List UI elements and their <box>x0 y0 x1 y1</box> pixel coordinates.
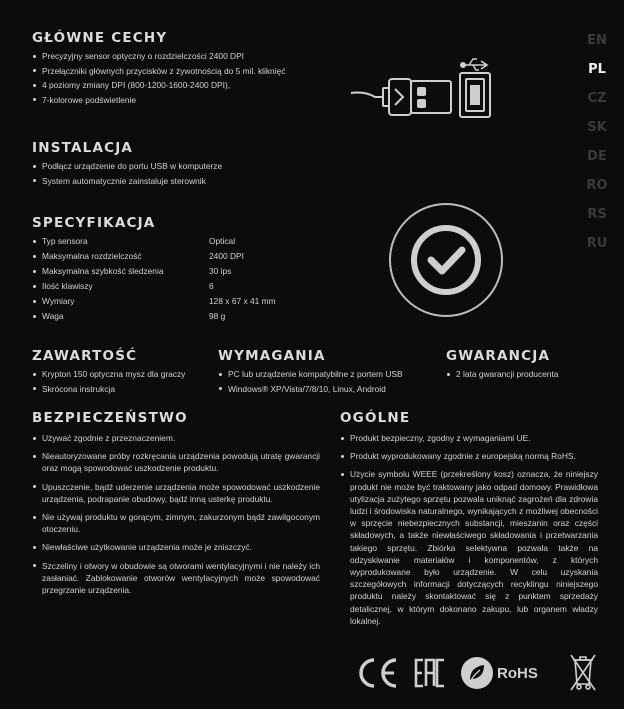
ce-mark-icon <box>356 657 400 689</box>
spec-value: 128 x 67 x 41 mm <box>209 296 276 306</box>
usb-connector-illustration <box>345 55 505 140</box>
contents-title: ZAWARTOŚĆ <box>32 348 138 364</box>
list-item: Upuszczenie, bądź uderzenie urządzenia może spowodować uszkodzenie urządzenia, podrapanie obudowy, bądź inną usterkę produktu. <box>32 481 320 505</box>
features-list <box>32 50 352 106</box>
list-item: Windows® XP/Vista/7/8/10, Linux, Android <box>218 383 438 395</box>
requirements-title: WYMAGANIA <box>218 348 326 364</box>
spec-value: 6 <box>209 281 214 291</box>
installation-list <box>32 160 352 187</box>
language-en[interactable]: EN <box>587 33 607 48</box>
spec-row <box>32 280 352 292</box>
rohs-badge <box>460 656 538 690</box>
spec-label: Waga <box>42 311 64 321</box>
list-item: Skrócona instrukcja <box>32 383 222 395</box>
spec-row <box>32 265 352 277</box>
list-item: Użycie symbolu WEEE (przekreślony kosz) oznacza, że niniejszy produkt nie może być traktowany jako odpad domowy. Prawidłowa utylizacja zużytego sprzętu pozwala uniknąć zagrożeń dla zdrowia ludzi i środowiska naturalnego, wynikających z możliwej obecności w sprzęcie niebezpiecznych substancji, mieszanin oraz części składowych, a także niewłaściwego składowania i przetwarzania takiego sprzętu. Zbiórka selektywna pozwala także na odzyskiwanie materiałów i komponentów, z których wyprodukowane było urządzenie. W celu uzyskania szczegółowych informacji dotyczących recyklingu niniejszego produktu należy skontaktować się z punktem sprzedaży detalicznej, w którym dokonano zakupu, lub organem władzy lokalnej. <box>340 468 598 627</box>
warranty-title: GWARANCJA <box>446 348 551 364</box>
requirements-section <box>218 348 438 397</box>
language-ru[interactable]: RU <box>586 236 608 251</box>
requirements-list <box>218 368 438 395</box>
certification-marks <box>356 652 606 694</box>
list-item: Używać zgodnie z przeznaczeniem. <box>32 432 320 444</box>
specification-table <box>32 235 352 322</box>
spec-row <box>32 310 352 322</box>
spec-value: 2400 DPI <box>209 251 244 261</box>
list-item: Nie używaj produktu w gorącym, zimnym, zakurzonym bądź zawilgoconym otoczeniu. <box>32 511 320 535</box>
list-item: Produkt wyprodukowany zgodnie z europejską normą RoHS. <box>340 450 598 462</box>
contents-section <box>32 348 222 397</box>
language-pl[interactable]: PL <box>588 62 606 77</box>
leaf-icon <box>460 656 494 690</box>
list-item: Nieautoryzowane próby rozkręcania urządzenia powodują utratę gwarancji oraz mogą spowodować uszkodzenie produktu. <box>32 450 320 474</box>
contents-list <box>32 368 222 395</box>
language-cz[interactable]: CZ <box>587 91 607 106</box>
spec-value: Optical <box>209 236 236 246</box>
language-rs[interactable]: RS <box>587 207 607 222</box>
warranty-list <box>446 368 606 380</box>
list-item: 2 lata gwarancji producenta <box>446 368 606 380</box>
list-item: Podłącz urządzenie do portu USB w komputerze <box>32 160 352 172</box>
installation-section <box>32 140 352 189</box>
list-item: Szczeliny i otwory w obudowie są otworami wentylacyjnymi i nie należy ich zasłaniać. Zablokowanie otworów wentylacyjnych może spowodować przegrzanie urządzenia. <box>32 560 320 597</box>
spec-row <box>32 235 352 247</box>
language-sk[interactable]: SK <box>587 120 607 135</box>
spec-value: 98 g <box>209 311 226 321</box>
list-item: Produkt bezpieczny, zgodny z wymaganiami UE. <box>340 432 598 444</box>
general-title: OGÓLNE <box>340 410 411 426</box>
list-item: Precyzyjny sensor optyczny o rozdzielczości 2400 DPI <box>32 50 352 62</box>
warranty-section <box>446 348 606 383</box>
list-item: 7-kolorowe podświetlenie <box>32 94 352 106</box>
list-item: Krypton 150 optyczna mysz dla graczy <box>32 368 222 380</box>
spec-value: 30 ips <box>209 266 232 276</box>
safety-title: BEZPIECZEŃSTWO <box>32 410 188 426</box>
list-item: 4 poziomy zmiany DPI (800-1200-1600-2400 DPI), <box>32 79 352 91</box>
specification-section <box>32 215 352 325</box>
usb-plug-icon <box>345 55 505 135</box>
specification-title: SPECYFIKACJA <box>32 215 156 231</box>
general-section <box>340 410 598 633</box>
spec-label: Maksymalna rozdzielczość <box>42 251 142 261</box>
safety-list <box>32 432 320 596</box>
rohs-label: RoHS <box>497 664 538 682</box>
weee-bin-icon <box>568 652 598 692</box>
spec-label: Wymiary <box>42 296 75 306</box>
spec-label: Typ sensora <box>42 236 88 246</box>
general-list <box>340 432 598 627</box>
spec-row <box>32 250 352 262</box>
list-item: System automatycznie zainstaluje sterownik <box>32 175 352 187</box>
language-de[interactable]: DE <box>587 149 607 164</box>
list-item: Niewłaściwe użytkowanie urządzenia może je zniszczyć. <box>32 541 320 553</box>
installation-title: INSTALACJA <box>32 140 134 156</box>
features-section <box>32 30 352 108</box>
list-item: Przełączniki głównych przycisków z żywotnością do 5 mil. kliknięć <box>32 65 352 77</box>
check-circle-icon <box>386 200 506 320</box>
language-selector <box>582 26 612 258</box>
features-title: GŁÓWNE CECHY <box>32 30 168 46</box>
spec-label: Ilość klawiszy <box>42 281 93 291</box>
safety-section <box>32 410 320 602</box>
checkmark-illustration <box>386 200 506 325</box>
language-ro[interactable]: RO <box>586 178 608 193</box>
list-item: PC lub urządzenie kompatybilne z portem USB <box>218 368 438 380</box>
eac-mark-icon <box>414 658 446 688</box>
spec-row <box>32 295 352 307</box>
spec-label: Maksymalna szybkość śledzenia <box>42 266 164 276</box>
